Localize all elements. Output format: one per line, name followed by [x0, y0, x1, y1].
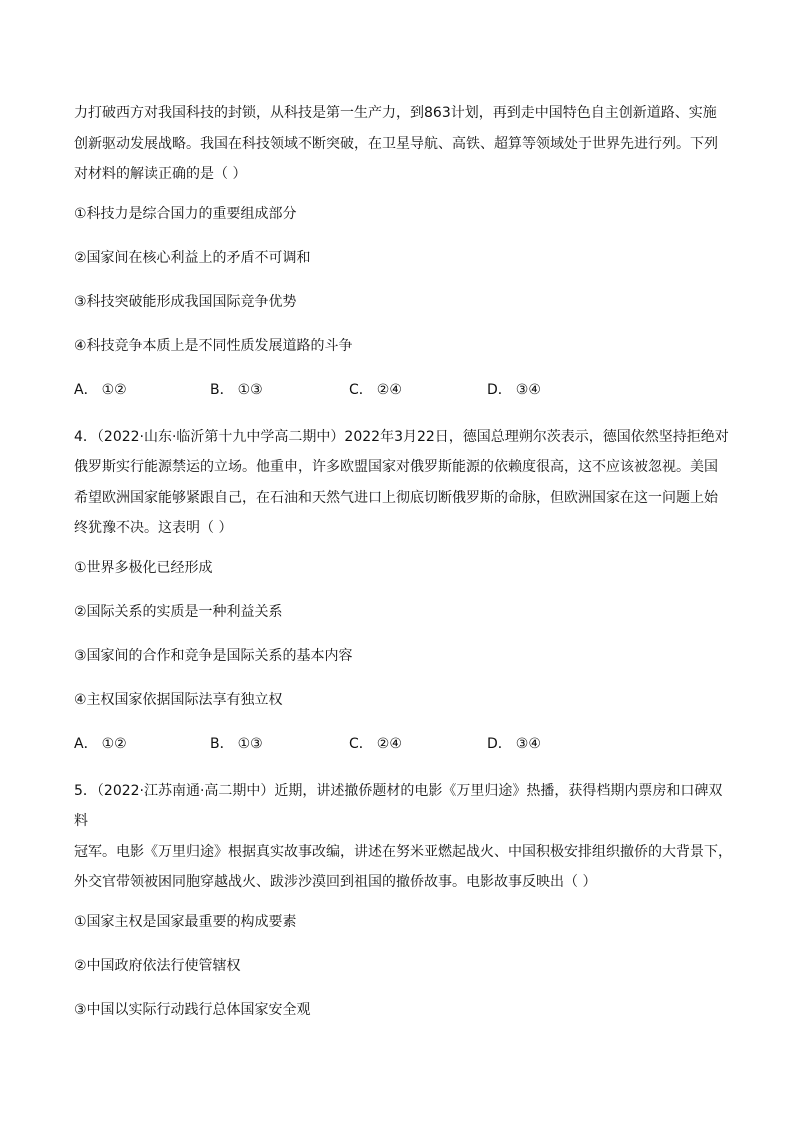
question-4-choice-a[interactable] [74, 734, 127, 754]
question-3-choice-c[interactable] [349, 380, 402, 400]
choice-text: ②④ [376, 381, 402, 398]
question-5-stem-line-1: 5．（2022·江苏南通·高二期中）近期，讲述撤侨题材的电影《万里归途》热播，获得档期内票房和口碑双料 [74, 782, 723, 829]
question-4-statement-1: ①世界多极化已经形成 [74, 559, 213, 576]
question-4-stem-line-4: 终犹豫不决。这表明（ ） [74, 520, 233, 536]
page-content [74, 98, 734, 1020]
question-3-statement-2: ②国家间在核心利益上的矛盾不可调和 [74, 249, 311, 266]
choice-text: ③④ [515, 735, 541, 752]
question-5-stem-line-3: 外交官带领被困同胞穿越战火、跋涉沙漠回到祖国的撤侨故事。电影故事反映出（ ） [74, 874, 597, 890]
question-4-stem-line-2: 俄罗斯实行能源禁运的立场。他重申，许多欧盟国家对俄罗斯能源的依赖度很高，这不应该被忽视。美国 [74, 459, 718, 475]
question-5-stem-line-2: 冠军。电影《万里归途》根据真实故事改编，讲述在努米亚燃起战火、中国积极安排组织撤侨的大背景下， [74, 843, 732, 860]
question-3-choices [74, 380, 734, 400]
question-5-statement-2: ②中国政府依法行使管辖权 [74, 957, 241, 974]
question-3-statement-3: ③科技突破能形成我国国际竞争优势 [74, 293, 297, 310]
choice-letter: D． [487, 381, 512, 398]
question-4-choice-c[interactable] [349, 734, 402, 754]
choice-text: ①② [101, 381, 127, 398]
choice-letter: A． [74, 735, 98, 752]
question-3-stem-line-2: 创新驱动发展战略。我国在科技领域不断突破，在卫星导航、高铁、超算等领域处于世界先进行列。下列 [74, 135, 718, 152]
question-3-statement-1: ①科技力是综合国力的重要组成部分 [74, 205, 297, 222]
question-4-stem-line-3: 希望欧洲国家能够紧跟自己，在石油和天然气进口上彻底切断俄罗斯的命脉，但欧洲国家在这一问题上始 [74, 489, 718, 506]
question-4-statement-2: ②国际关系的实质是一种利益关系 [74, 603, 283, 620]
question-3-choice-a[interactable] [74, 380, 127, 400]
choice-letter: C． [349, 381, 373, 398]
question-4-choices [74, 734, 734, 754]
choice-text: ②④ [376, 735, 402, 752]
question-4-statement-3: ③国家间的合作和竞争是国际关系的基本内容 [74, 647, 353, 664]
choice-letter: D． [487, 735, 512, 752]
question-5-statement-1: ①国家主权是国家最重要的构成要素 [74, 913, 297, 930]
question-3-choice-d[interactable] [487, 380, 541, 400]
question-4 [74, 422, 734, 754]
question-4-choice-d[interactable] [487, 734, 541, 754]
question-3-stem [74, 98, 734, 190]
question-5-statement-3: ③中国以实际行动践行总体国家安全观 [74, 1001, 311, 1018]
choice-letter: B． [210, 381, 234, 398]
question-3-stem-line-3: 对材料的解读正确的是（ ） [74, 166, 247, 182]
question-3-statement-4: ④科技竞争本质上是不同性质发展道路的斗争 [74, 337, 353, 354]
choice-letter: A． [74, 381, 98, 398]
choice-text: ①③ [237, 381, 263, 398]
choice-letter: B． [210, 735, 234, 752]
question-4-statement-4: ④主权国家依据国际法享有独立权 [74, 691, 283, 708]
question-3 [74, 98, 734, 400]
question-4-choice-b[interactable] [210, 734, 263, 754]
question-3-choice-b[interactable] [210, 380, 263, 400]
choice-text: ①③ [237, 735, 263, 752]
question-4-stem [74, 422, 734, 544]
question-5 [74, 776, 734, 1020]
choice-text: ①② [101, 735, 127, 752]
question-3-stem-line-1: 力打破西方对我国科技的封锁，从科技是第一生产力，到863计划，再到走中国特色自主创新道路、实施 [74, 105, 717, 121]
choice-text: ③④ [515, 381, 541, 398]
question-4-stem-line-1: 4．（2022·山东·临沂第十九中学高二期中）2022年3月22日，德国总理朔尔茨表示，德国依然坚持拒绝对 [74, 428, 729, 445]
choice-letter: C． [349, 735, 373, 752]
question-5-stem [74, 776, 734, 898]
